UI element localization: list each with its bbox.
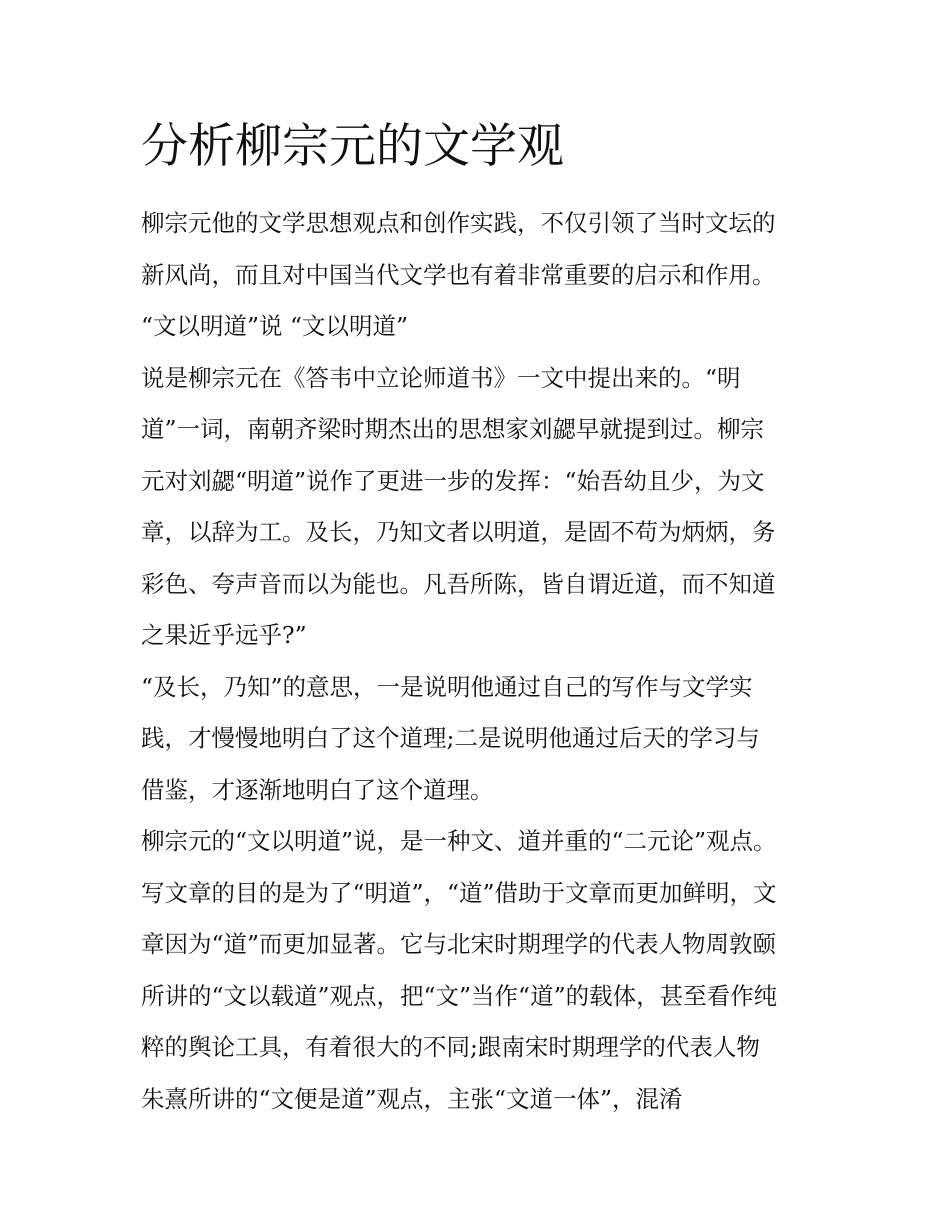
text-line: 借鉴，才逐渐地明白了这个道理。 (141, 775, 494, 804)
text-line: 粹的舆论工具，有着很大的不同;跟南宋时期理学的代表人物 (141, 1033, 760, 1061)
document-title: 分析柳宗元的文学观 (141, 119, 564, 174)
text-line: 章，以辞为工。及长，乃知文者以明道，是固不苟为炳炳，务 (141, 518, 776, 546)
text-line: “文以明道”说 “文以明道” (141, 312, 409, 340)
text-line: 之果近乎远乎?” (141, 621, 307, 649)
text-line: 新风尚，而且对中国当代文学也有着非常重要的启示和作用。 (141, 260, 776, 289)
text-line: 写文章的目的是为了“明道”，“道”借助于文章而更加鲜明，文 (141, 878, 777, 907)
text-line: 柳宗元的“文以明道”说，是一种文、道并重的“二元论”观点。 (141, 827, 777, 855)
text-line: 柳宗元他的文学思想观点和创作实践，不仅引领了当时文坛的 (141, 209, 776, 237)
text-line: “及长，乃知”的意思，一是说明他通过自己的写作与文学实 (141, 672, 753, 701)
text-line: 元对刘勰“明道”说作了更进一步的发挥：“始吾幼且少，为文 (141, 466, 765, 495)
text-line: 章因为“道”而更加显著。它与北宋时期理学的代表人物周敦颐 (141, 930, 777, 958)
text-line: 朱熹所讲的“文便是道”观点，主张“文道一体”，混淆 (141, 1084, 683, 1113)
text-line: 践，才慢慢地明白了这个道理;二是说明他通过后天的学习与 (141, 724, 760, 752)
text-line: 道”一词，南朝齐梁时期杰出的思想家刘勰早就提到过。柳宗 (141, 415, 765, 443)
text-line: 所讲的“文以载道”观点，把“文”当作“道”的载体，甚至看作纯 (141, 981, 778, 1010)
text-line: 彩色、夸声音而以为能也。凡吾所陈，皆自谓近道，而不知道 (141, 569, 776, 598)
document-body (141, 198, 821, 1125)
text-line: 说是柳宗元在《答韦中立论师道书》一文中提出来的。“明 (141, 363, 741, 392)
